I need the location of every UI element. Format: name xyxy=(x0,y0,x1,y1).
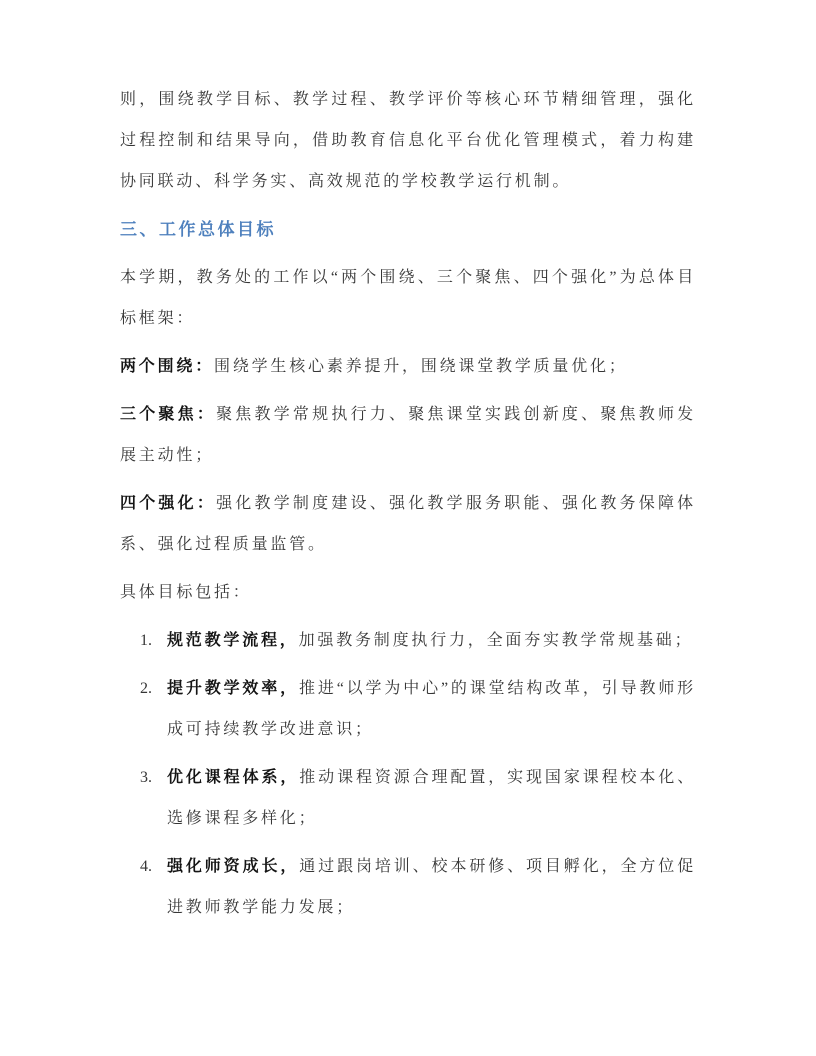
goal-label: 提升教学效率， xyxy=(167,680,299,697)
goal-text: 推动课程资源合理配置，实现国家课程校本化、选修课程多样化； xyxy=(167,769,696,827)
section-heading: 三、工作总体目标 xyxy=(120,220,276,239)
goals-intro: 具体目标包括： xyxy=(120,584,252,601)
goal-item xyxy=(120,620,696,661)
goal-item xyxy=(120,757,696,839)
key-point xyxy=(120,483,696,565)
goal-text: 加强教务制度执行力，全面夯实教学常规基础； xyxy=(298,632,694,649)
goal-text: 通过跟岗培训、校本研修、项目孵化，全方位促进教师教学能力发展； xyxy=(167,858,696,916)
goal-list xyxy=(120,620,696,928)
goal-number: 2. xyxy=(140,680,152,697)
key-point xyxy=(120,346,696,387)
key-point-text: 聚焦教学常规执行力、聚焦课堂实践创新度、聚焦教师发展主动性； xyxy=(120,406,696,464)
intro-paragraph: 则，围绕教学目标、教学过程、教学评价等核心环节精细管理，强化过程控制和结果导向，借助教育信息化平台优化管理模式，着力构建协同联动、科学务实、高效规范的学校教学运行机制。 xyxy=(120,91,696,190)
goal-text: 推进“以学为中心”的课堂结构改革，引导教师形成可持续教学改进意识； xyxy=(167,680,696,738)
goal-label: 优化课程体系， xyxy=(167,769,300,786)
goal-number: 1. xyxy=(140,632,152,649)
key-point-label: 两个围绕： xyxy=(120,358,215,375)
goal-label: 规范教学流程， xyxy=(167,632,299,649)
goal-number: 3. xyxy=(140,769,152,786)
key-point-label: 四个强化： xyxy=(120,495,217,512)
goal-item xyxy=(120,846,696,928)
goal-item xyxy=(120,668,696,750)
key-point-label: 三个聚焦： xyxy=(120,406,217,423)
key-point xyxy=(120,394,696,476)
key-point-text: 围绕学生核心素养提升，围绕课堂教学质量优化； xyxy=(214,358,628,375)
goal-label: 强化师资成长， xyxy=(167,858,300,875)
goal-number: 4. xyxy=(140,858,152,875)
overview-paragraph: 本学期，教务处的工作以“两个围绕、三个聚焦、四个强化”为总体目标框架： xyxy=(120,269,696,327)
key-point-text: 强化教学制度建设、强化教学服务职能、强化教务保障体系、强化过程质量监管。 xyxy=(120,495,696,553)
